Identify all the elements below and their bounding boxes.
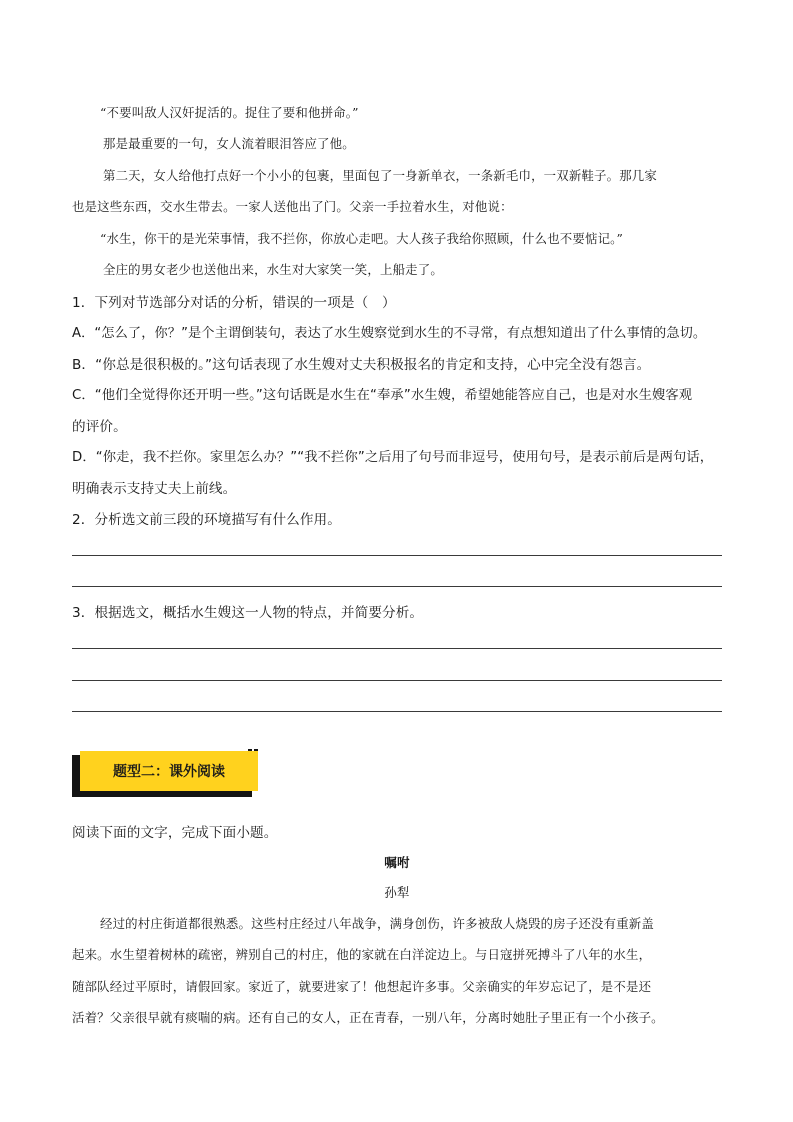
section-banner (72, 749, 258, 799)
question-1-option-d-cont: 明确表示支持丈夫上前线。 (72, 481, 237, 497)
reading-instruction: 阅读下面的文字，完成下面小题。 (72, 825, 278, 841)
answer-line[interactable] (72, 648, 722, 649)
article-paragraph: 起来。水生望着树林的疏密，辨别自己的村庄，他的家就在白洋淀边上。与日寇拼死搏斗了八年的水生， (72, 947, 652, 962)
question-1-option-a: A．“怎么了，你？”是个主谓倒装句，表达了水生嫂察觉到水生的不寻常，有点想知道出了什么事情的急切。 (72, 326, 707, 341)
question-1-option-c-cont: 的评价。 (72, 419, 127, 435)
story-paragraph: 也是这些东西，交水生带去。一家人送他出了门。父亲一手拉着水生，对他说： (72, 199, 513, 214)
answer-line[interactable] (72, 711, 722, 712)
question-2: 2．分析选文前三段的环境描写有什么作用。 (72, 512, 341, 528)
article-paragraph: 活着？父亲很早就有痰喘的病。还有自己的女人，正在青春，一别八年，分离时她肚子里正有一个小孩子。 (72, 1010, 664, 1025)
section-title: 题型二：课外阅读 (113, 764, 225, 780)
banner-dash-decoration (72, 783, 75, 797)
question-3: 3．根据选文，概括水生嫂这一人物的特点，并简要分析。 (72, 605, 424, 621)
question-1-option-c: C．“他们全觉得你还开明一些。”这句话既是水生在“奉承”水生嫂，希望她能答应自己，也是对水生嫂客观 (72, 388, 693, 403)
story-paragraph: “不要叫敌人汉奸捉活的。捉住了要和他拼命。” (100, 105, 359, 120)
answer-line[interactable] (72, 555, 722, 556)
question-1-option-b: B．“你总是很积极的。”这句话表现了水生嫂对丈夫积极报名的肯定和支持，心中完全没有怨言。 (72, 357, 651, 373)
article-paragraph: 随部队经过平原时，请假回家。家近了，就要进家了！他想起许多事。父亲确实的年岁忘记了，是不是还 (72, 979, 652, 994)
answer-line[interactable] (72, 680, 722, 681)
question-1-stem: 1．下列对节选部分对话的分析，错误的一项是（ ） (72, 295, 396, 311)
answer-line[interactable] (72, 586, 722, 587)
question-1-option-d: D．“你走，我不拦你。家里怎么办？”“我不拦你”之后用了句号而非逗号，使用句号，是表示前后是两句话， (72, 450, 714, 465)
story-paragraph: “水生，你干的是光荣事情，我不拦你，你放心走吧。大人孩子我给你照顾，什么也不要惦记。” (100, 231, 624, 246)
story-paragraph: 全庄的男女老少也送他出来，水生对大家笑一笑，上船走了。 (103, 262, 443, 277)
story-paragraph: 那是最重要的一句，女人流着眼泪答应了他。 (103, 136, 355, 151)
banner-face (80, 751, 258, 791)
article-author: 孙犁 (384, 885, 410, 900)
article-title: 嘱咐 (384, 855, 410, 870)
story-paragraph: 第二天，女人给他打点好一个小小的包裹，里面包了一身新单衣，一条新毛巾，一双新鞋子。那几家 (103, 168, 657, 183)
article-paragraph: 经过的村庄街道都很熟悉。这些村庄经过八年战争，满身创伤，许多被敌人烧毁的房子还没有重新盖 (100, 916, 654, 931)
